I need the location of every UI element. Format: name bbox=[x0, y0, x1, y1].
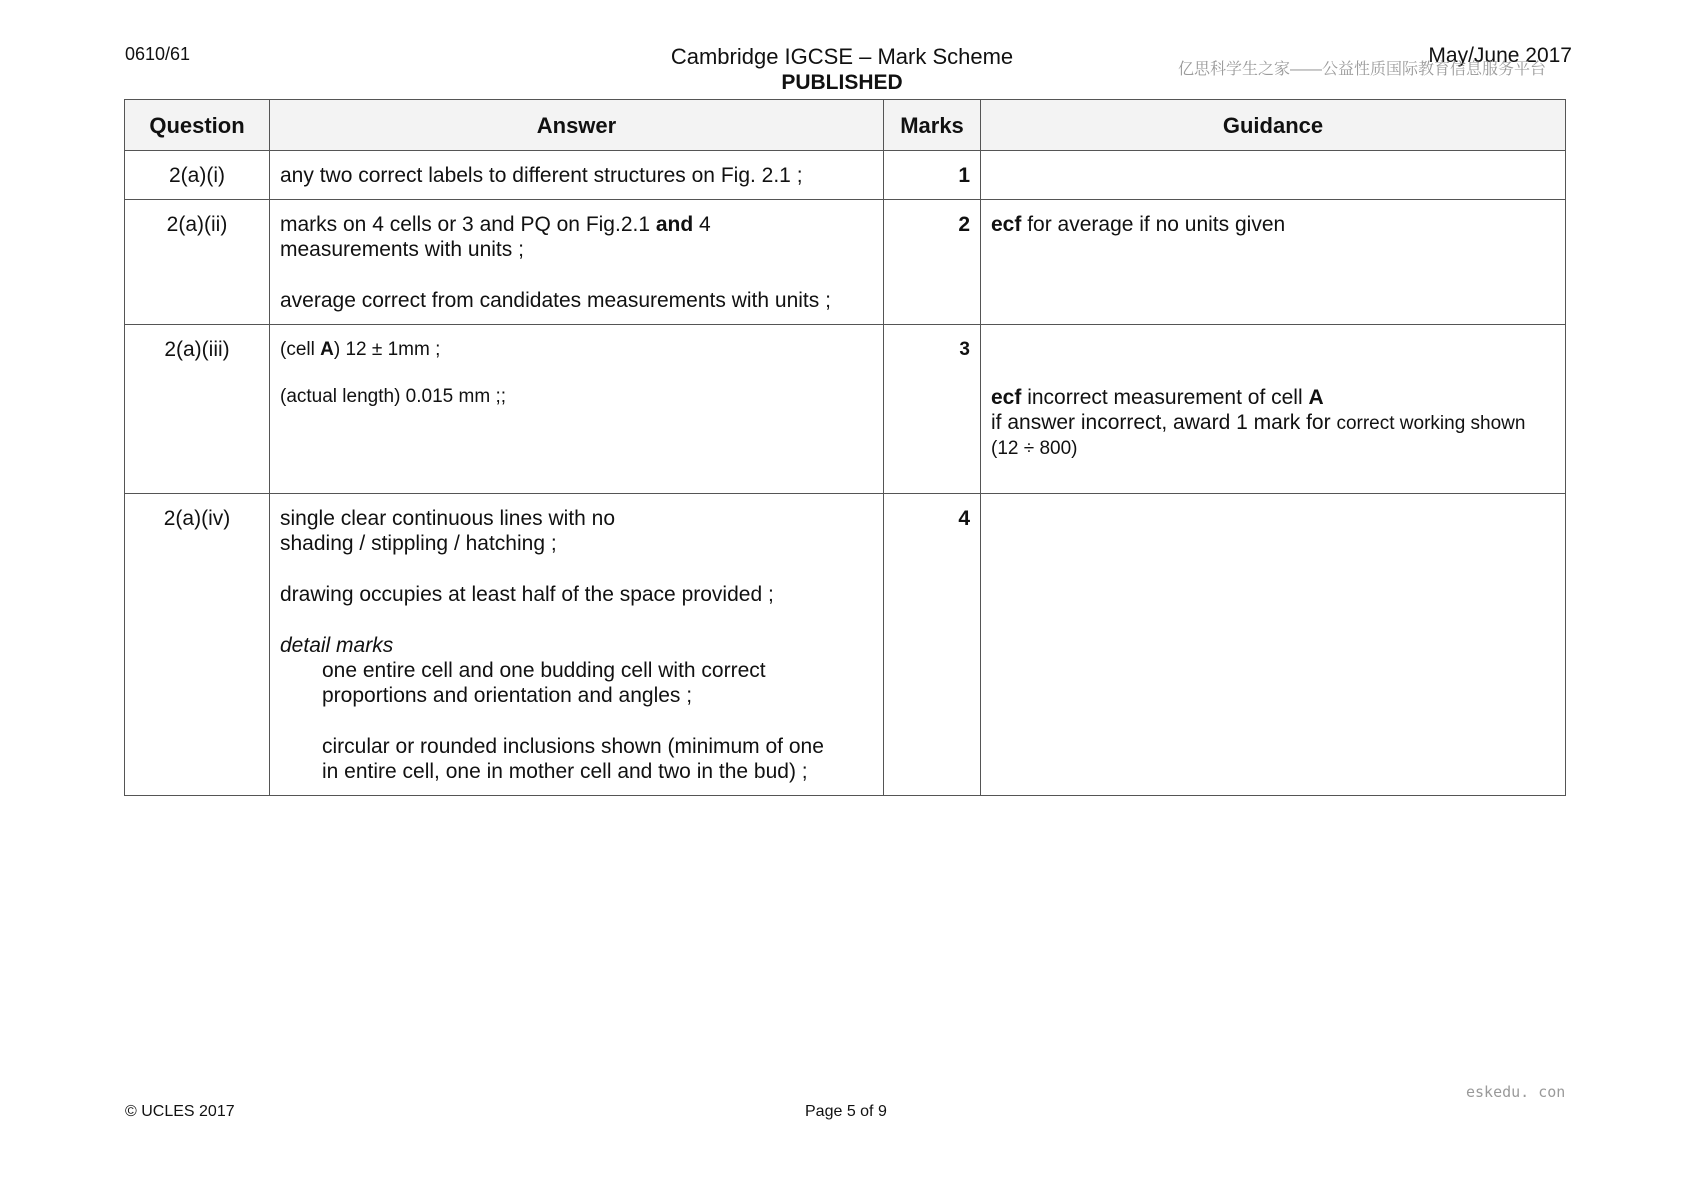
table-header-row bbox=[125, 100, 1566, 151]
answer-line: any two correct labels to different structures on Fig. 2.1 ; bbox=[280, 164, 803, 187]
answer-text: 4 bbox=[693, 213, 711, 236]
answer-cell bbox=[270, 325, 884, 494]
question-cell: 2(a)(ii) bbox=[125, 200, 270, 325]
guidance-line bbox=[991, 410, 1555, 436]
table-row bbox=[125, 151, 1566, 200]
answer-cell bbox=[270, 494, 884, 796]
guidance-cell bbox=[981, 151, 1566, 200]
line-gap bbox=[280, 362, 873, 384]
line-gap bbox=[280, 708, 873, 734]
line-gap bbox=[280, 556, 873, 582]
answer-text: (cell bbox=[280, 339, 321, 360]
column-header-guidance: Guidance bbox=[981, 100, 1566, 151]
answer-cell bbox=[270, 151, 884, 200]
paper-code: 0610/61 bbox=[125, 44, 191, 64]
line-gap bbox=[280, 262, 873, 288]
copyright-text: © UCLES 2017 bbox=[125, 1103, 235, 1120]
line-gap bbox=[280, 607, 873, 633]
marks-cell: 3 bbox=[884, 325, 981, 494]
session-label: May/June 2017 bbox=[1428, 44, 1572, 67]
question-cell: 2(a)(iv) bbox=[125, 494, 270, 796]
answer-emphasis: and bbox=[655, 213, 694, 236]
answer-text: ) 12 ± 1mm ; bbox=[333, 339, 441, 360]
column-header-question: Question bbox=[125, 100, 270, 151]
guidance-text: if answer incorrect, award 1 mark for bbox=[991, 411, 1337, 434]
page-number: Page 5 of 9 bbox=[805, 1103, 887, 1120]
column-header-marks: Marks bbox=[884, 100, 981, 151]
marks-cell: 2 bbox=[884, 200, 981, 325]
answer-line: circular or rounded inclusions shown (minimum of one bbox=[322, 735, 824, 758]
table-row bbox=[125, 200, 1566, 325]
answer-line: single clear continuous lines with no bbox=[280, 507, 616, 530]
guidance-cell bbox=[981, 200, 1566, 325]
guidance-line: (12 ÷ 800) bbox=[991, 438, 1078, 459]
table-row bbox=[125, 325, 1566, 494]
guidance-text: correct working shown bbox=[1336, 413, 1526, 434]
status-text: PUBLISHED bbox=[781, 71, 903, 94]
guidance-emphasis: ecf bbox=[991, 386, 1022, 409]
answer-line: drawing occupies at least half of the space provided ; bbox=[280, 583, 774, 606]
marks-cell: 4 bbox=[884, 494, 981, 796]
mark-scheme-table bbox=[124, 99, 1566, 796]
answer-cell bbox=[270, 200, 884, 325]
answer-line: shading / stippling / hatching ; bbox=[280, 532, 557, 555]
guidance-emphasis: A bbox=[1308, 386, 1324, 409]
table-row bbox=[125, 494, 1566, 796]
answer-line: proportions and orientation and angles ; bbox=[322, 684, 693, 707]
guidance-cell bbox=[981, 494, 1566, 796]
question-cell: 2(a)(iii) bbox=[125, 325, 270, 494]
title-text: Cambridge IGCSE – Mark Scheme bbox=[670, 44, 1014, 69]
marks-cell: 1 bbox=[884, 151, 981, 200]
answer-line: measurements with units ; bbox=[280, 238, 524, 261]
guidance-text: incorrect measurement of cell bbox=[1021, 386, 1309, 409]
question-cell: 2(a)(i) bbox=[125, 151, 270, 200]
column-header-answer: Answer bbox=[270, 100, 884, 151]
answer-line bbox=[280, 337, 873, 362]
answer-line: in entire cell, one in mother cell and two in the bud) ; bbox=[322, 760, 808, 783]
answer-emphasis: A bbox=[320, 339, 334, 360]
answer-line bbox=[280, 212, 873, 237]
watermark-text: 亿思科学生之家——公益性质国际教育信息服务平台 bbox=[1178, 61, 1547, 78]
guidance-line bbox=[991, 385, 1555, 410]
answer-line: (actual length) 0.015 mm ;; bbox=[280, 386, 506, 407]
answer-line: average correct from candidates measurements with units ; bbox=[280, 289, 831, 312]
site-watermark: eskedu. con bbox=[1466, 1083, 1566, 1101]
answer-line: one entire cell and one budding cell with correct bbox=[322, 659, 766, 682]
guidance-emphasis: ecf bbox=[991, 213, 1022, 236]
guidance-cell bbox=[981, 325, 1566, 494]
answer-text: marks on 4 cells or 3 and PQ on Fig.2.1 bbox=[280, 213, 656, 236]
answer-subheading: detail marks bbox=[280, 634, 394, 657]
guidance-text: for average if no units given bbox=[1021, 213, 1286, 236]
